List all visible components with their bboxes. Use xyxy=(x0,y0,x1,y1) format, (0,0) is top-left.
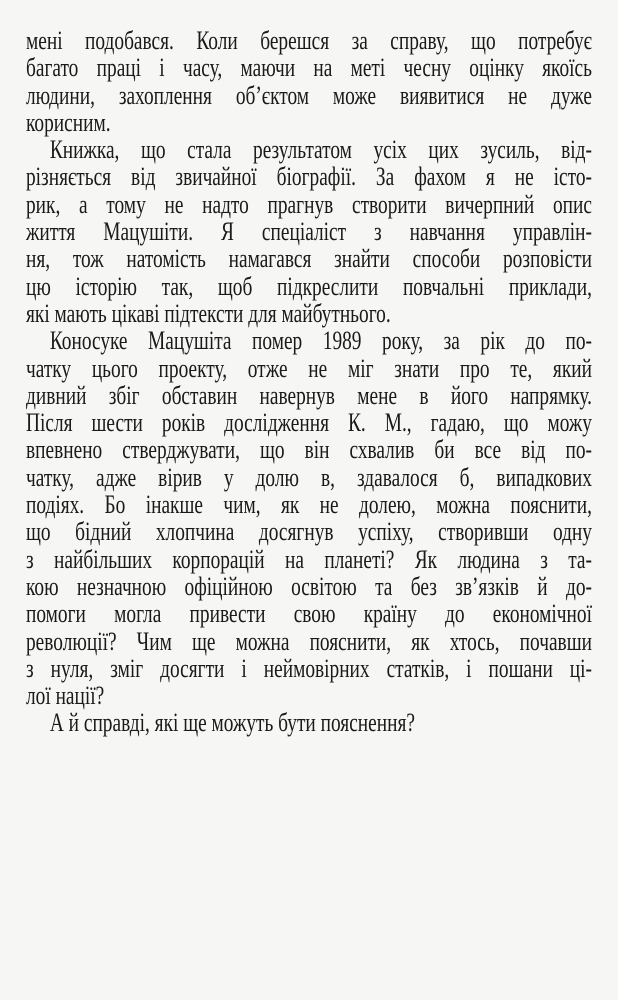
text-line: дивний збіг обставин навернув мене в його напрямку. xyxy=(26,380,592,410)
text-line: багато праці і часу, маючи на меті чесну оцінку якоїсь xyxy=(26,53,592,83)
text-line: що бідний хлопчина досягнув успіху, створивши одну xyxy=(26,517,592,547)
text-line: цю історію так, щоб підкреслити повчальні приклади, xyxy=(26,271,592,301)
text-line: чатку, адже вірив у долю в, здавалося б, випадкових xyxy=(26,462,592,492)
paragraph-1 xyxy=(26,27,592,136)
text-line: з найбільших корпорацій на планеті? Як людина з та- xyxy=(26,544,592,574)
text-line: чатку цього проекту, отже не міг знати про те, який xyxy=(26,353,592,383)
text-line: життя Мацушіти. Я спеціаліст з навчання управлін- xyxy=(26,217,592,247)
text-line: з нуля, зміг досягти і неймовірних статків, і пошани ці- xyxy=(26,653,592,683)
text-line: лої нації? xyxy=(26,681,105,711)
text-line: помоги могла привести свою країну до економічної xyxy=(26,599,592,629)
paragraph-2 xyxy=(26,136,592,327)
text-line: рик, а тому не надто прагнув створити вичерпний опис xyxy=(26,189,592,219)
text-line: кою незначною офіційною освітою та без зв’язків й до- xyxy=(26,571,592,601)
text-line: Коносуке Мацушіта помер 1989 року, за рік до по- xyxy=(49,326,592,356)
text-line: різняється від звичайної біографії. За фахом я не істо- xyxy=(26,162,592,192)
text-line: людини, захоплення об’єктом може виявитися не дуже xyxy=(26,80,592,110)
text-line: А й справді, які ще можуть бути пояснення? xyxy=(49,708,415,738)
text-line: впевнено стверджувати, що він схвалив би все від по- xyxy=(26,435,592,465)
text-line: революції? Чим ще можна пояснити, як хтось, почавши xyxy=(26,626,592,656)
text-line: мені подобався. Коли берешся за справу, що потребує xyxy=(26,26,592,55)
text-line: корисним. xyxy=(26,107,111,137)
text-line: ня, тож натомість намагався знайти способи розповісти xyxy=(26,244,592,274)
text-line: Книжка, що стала результатом усіх цих зусиль, від- xyxy=(49,135,592,165)
page-text-block xyxy=(26,27,592,737)
text-line: Після шести років дослідження К. М., гадаю, що можу xyxy=(26,408,592,438)
text-line: подіях. Бо інакше чим, як не долею, можна пояснити, xyxy=(26,490,592,520)
text-line: які мають цікаві підтексти для майбутнього. xyxy=(26,298,391,328)
paragraph-3 xyxy=(26,327,592,709)
paragraph-4 xyxy=(26,709,592,736)
